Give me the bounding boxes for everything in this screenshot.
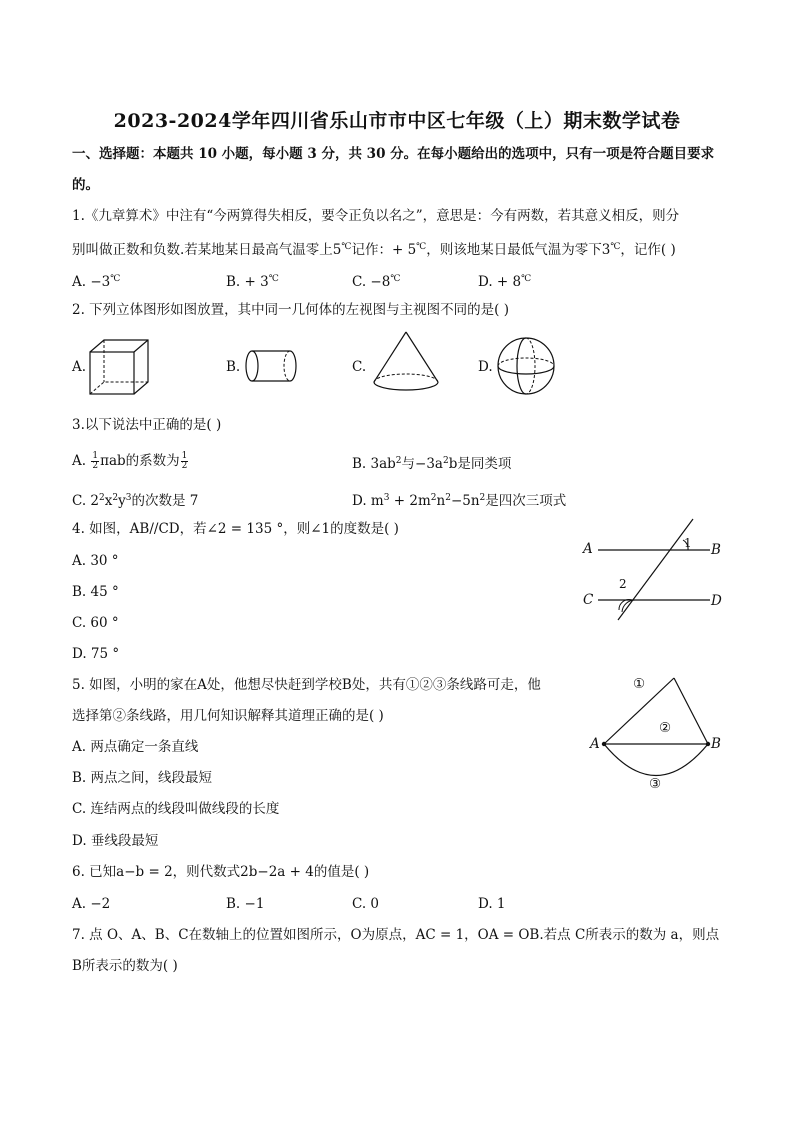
q3-stem: 3.以下说法中正确的是( ): [72, 417, 222, 433]
q7-stem-line2: B所表示的数为( ): [72, 958, 178, 974]
q1-option-b: B. + 3℃: [226, 274, 279, 290]
q2-stem: 2. 下列立体图形如图放置，其中同一几何体的左视图与主视图不同的是( ): [72, 302, 509, 318]
q4-label-c: C: [583, 592, 594, 608]
section-header: 一、选择题：本题共 10 小题，每小题 3 分，共 30 分。在每小题给出的选项中，只有一项是符合题目要求: [72, 146, 715, 162]
q3-option-b: B. $3ab^2$与$-3a^2b$是同类项: [352, 456, 512, 472]
q1-option-d: D. + 8℃: [478, 274, 532, 290]
routes-figure: [596, 672, 716, 792]
q5-option-a: A. 两点确定一条直线: [72, 739, 199, 755]
q2-option-c: C.: [352, 359, 367, 375]
q4-angle-2: 2: [619, 577, 627, 591]
q6-option-d: D. 1: [478, 896, 506, 912]
sphere-figure: [496, 336, 556, 396]
q4-label-d: D: [711, 593, 722, 609]
q5-label-a: A: [590, 736, 600, 752]
q1-stem-line1: 1.《九章算术》中注有“今两算得失相反，要令正负以名之”，意思是：今有两数，若其意义相反，则分: [72, 208, 680, 224]
q3-option-d: D. $m^3 + 2m^2n^2-5n^2$是四次三项式: [352, 493, 567, 509]
q6-option-a: A. −2: [72, 896, 111, 912]
q2-option-b: B.: [226, 359, 241, 375]
q4-option-a: A. 30 °: [72, 553, 119, 569]
q6-option-b: B. −1: [226, 896, 265, 912]
q5-route-3: ③: [649, 776, 662, 792]
q4-option-d: D. 75 °: [72, 646, 120, 662]
q4-angle-1: 1: [684, 536, 692, 550]
parallel-lines-figure: [578, 516, 728, 626]
q2-option-d: D.: [478, 359, 493, 375]
q6-stem: 6. 已知a−b = 2，则代数式2b−2a + 4的值是( ): [72, 864, 370, 880]
q5-route-1: ①: [633, 676, 646, 692]
q5-stem-line1: 5. 如图，小明的家在A处，他想尽快赶到学校B处，共有①②③条线路可走，他: [72, 677, 541, 693]
q5-option-b: B. 两点之间，线段最短: [72, 770, 213, 786]
q6-option-c: C. 0: [352, 896, 380, 912]
page-title: 2023-2024学年四川省乐山市市中区七年级（上）期末数学试卷: [113, 110, 681, 132]
cone-figure: [370, 330, 442, 394]
q3-option-a: A. $\frac{1}{2}$ πab的系数为 $\frac{1}{2}$: [72, 451, 188, 471]
q3-option-c: C. $2^2x^2y^3$的次数是 7: [72, 493, 199, 509]
q1-option-a: A. −3℃: [72, 274, 121, 290]
q4-label-b: B: [711, 542, 721, 558]
q4-option-b: B. 45 °: [72, 584, 119, 600]
q7-stem-line1: 7. 点 O、A、B、C在数轴上的位置如图所示，O为原点，AC = 1，OA = OB.若点 C所表示的数为 a，则点: [72, 927, 720, 943]
q5-label-b: B: [711, 736, 721, 752]
q4-option-c: C. 60 °: [72, 615, 119, 631]
q1-option-c: C. −8℃: [352, 274, 401, 290]
q2-option-a: A.: [72, 359, 87, 375]
q5-stem-line2: 选择第②条线路，用几何知识解释其道理正确的是( ): [72, 708, 384, 724]
q5-route-2: ②: [659, 720, 672, 736]
cube-figure: [86, 338, 156, 398]
q5-option-c: C. 连结两点的线段叫做线段的长度: [72, 801, 280, 817]
cylinder-figure: [244, 348, 300, 388]
q5-option-d: D. 垂线段最短: [72, 833, 159, 849]
q4-label-a: A: [583, 541, 593, 557]
section-header-cont: 的。: [72, 177, 99, 193]
q1-stem-line2: 别叫做正数和负数.若某地某日最高气温零上5℃记作：+ 5℃，则该地某日最低气温为零下3℃，记作( ): [72, 242, 676, 258]
q4-stem: 4. 如图，AB//CD，若∠2 = 135 °，则∠1的度数是( ): [72, 521, 399, 537]
